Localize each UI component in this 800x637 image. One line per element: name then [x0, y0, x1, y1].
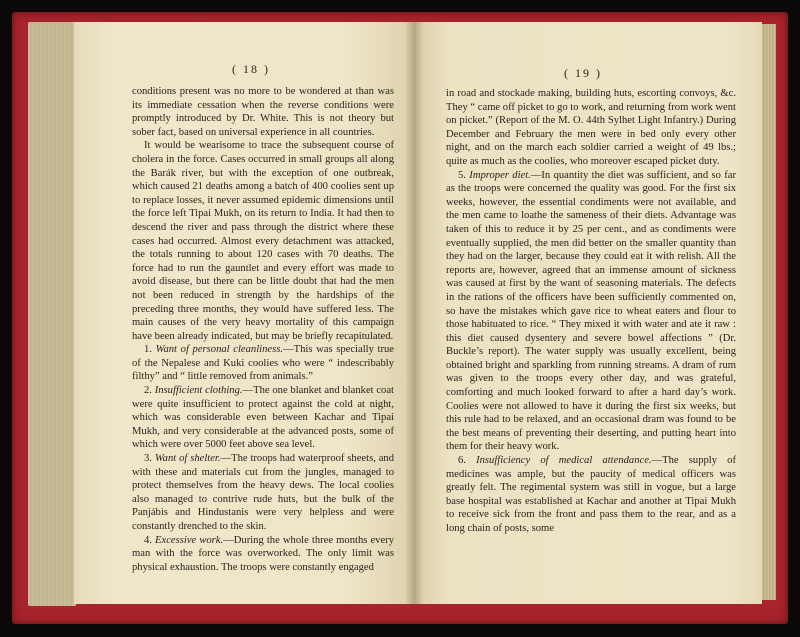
right-page-text: [446, 87, 736, 536]
left-page-text: [132, 85, 394, 574]
item-title: Want of shelter.: [154, 453, 221, 465]
right-page: [414, 22, 762, 604]
list-item: 3. Want of shelter.—The troops had waterproof sheets, and with these and materials cut from the jungles, managed to protect themselves from the heavy dews. The local coolies also managed to contrive rude huts, but the bulk of the Panjábis and Hindustanis were very helpless and were constantly drenched to the skin.: [132, 453, 395, 532]
book-gutter: [405, 22, 423, 604]
list-item: 1. Want of personal cleanliness.—This was specially true of the Nepalese and Kuki coolies who were “ indescribably filthy” and “ little removed from animals.”: [132, 344, 395, 383]
left-page: [74, 22, 414, 604]
item-title: Want of personal cleanliness.: [155, 344, 284, 356]
page-edges-left: [28, 22, 76, 606]
list-item: 5. Improper diet.—In quantity the diet was sufficient, and so far as the troops were concerned the quality was good. For the first six weeks, however, the essential condiments were not available, and the men came to loathe the sameness of their diets. Advantage was taken of this to reduce it by 25 per cent., and as condiments were eventually supplied, the men did better on the smaller quantity than they had on the larger, because they could eat it with relish. All the reports are, however, agreed that an immense amount of sickness was caused at first by the want of seasoning materials. The defects in the rations of the officers have been sufficiently commented on, so have the mistakes which gave rice to wheat eaters and flour to those habituated to rice. “ They mixed it with water and ate it raw : this diet caused dysentery and severe bowel affections ” (Dr. Buckle’s report). The water supply was usually excellent, being obtained bright and sparkling from running streams. A dram of rum was given to the troops every other day, and was grateful, comforting and much looked forward to after a hard day’s work. Coolies were not allowed to have it during the first six weeks, but this rule had to be relaxed, and an occasional dram was found to be the best means of preventing their deserting, and putting heart into them for their heavy work.: [446, 169, 736, 453]
item-title: Insufficiency of medical attendance.: [476, 455, 652, 467]
page-number-right: ( 19 ): [564, 66, 602, 80]
item-title: Improper diet.: [469, 169, 531, 181]
page-number-left: ( 18 ): [232, 62, 270, 76]
item-title: Excessive work.: [155, 534, 224, 546]
list-item: 4. Excessive work.—During the whole three months every man with the force was overworked. The only limit was physical exhaustion. The troops were constantly engaged: [132, 534, 394, 573]
list-item: 6. Insufficiency of medical attendance.—The supply of medicines was ample, but the paucity of medical officers was greatly felt. The regimental system was still in vogue, but a large base hospital was established at Kachar and another at Tipai Mukh to receive sick from the front and pass them to the rear, and as a long chain of posts, some: [446, 455, 736, 534]
paragraph: It would be wearisome to trace the subsequent course of cholera in the force. Cases occurred in small groups all along the Barák river, but with the exception of one outbreak, which caused 21 deaths among a batch of 400 coolies sent up to replace losses, it never assumed epidemic dimensions until the force left Tipai Mukh, on its return to India. It had then to descend the river and pass through the district where these cases had occurred. Almost every detachment was attacked, the totals running to about 120 cases with 70 deaths. The force had to run the gauntlet and every effort was made to avoid disease, but there can be little doubt that had the men not been reduced in strength by the hardships of the preceding three months, they would have suffered less. The main causes of the very heavy mortality of this campaign have been already indicated, but may be briefly recapitulated.: [132, 140, 394, 342]
paragraph: in road and stockade making, building huts, escorting convoys, &c. They “ came off picket to go to work, and returning from work went on picket.” (Report of the M. O. 44th Sylhet Light Infantry.) During December and February the men were in bed only every other night, and on the march each soldier carried a weight of 49 lbs.; quite as much as the coolies, who moreover escaped picket duty.: [446, 88, 736, 167]
page-edges-right: [760, 24, 776, 600]
list-item: 2. Insufficient clothing.—The one blanket and blanket coat were quite insufficient to protect against the cold at night, which was considerable even between Kachar and Tipai Mukh, and very considerable at the advanced posts, some of which were over 5000 feet above sea level.: [132, 385, 395, 451]
item-title: Insufficient clothing.: [154, 385, 243, 397]
paragraph: conditions present was no more to be wondered at than was its immediate cessation when the reverse conditions were promptly introduced by Dr. White. This is not theory but sober fact, based on universal experience in all countries.: [132, 86, 394, 138]
